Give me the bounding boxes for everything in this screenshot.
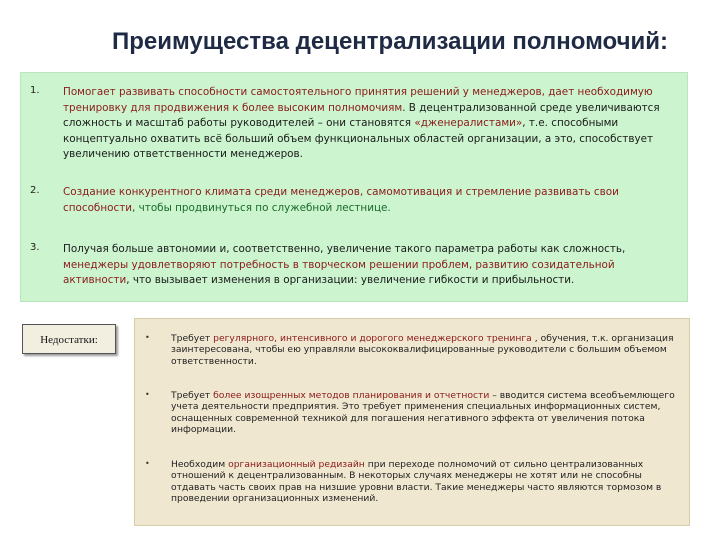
disadvantage-text-part: более изощренных методов планирования и отчетности [213, 390, 490, 401]
disadvantage-text-part: , обучения, т.к. организация заинтересована, чтобы ею управляли высококвалифицированные руководители с большим объемом ответственности. [171, 333, 674, 367]
advantage-text-part: Создание конкурентного климата среди менеджеров, самомотивация и стремление развивать свои способности [63, 186, 619, 214]
advantage-number: 1. [30, 85, 40, 96]
advantage-text-part: Помогает развивать способности самостоятельного принятия решений у менеджеров, дает необходимую тренировку для продвижения к более высоким полномочиям [63, 86, 653, 114]
disadvantage-text-part: Требует [171, 333, 214, 344]
disadvantage-text-part: – вводится система всеобъемлющего учета деятельности предприятия. Это требует применения специальных информационных систем, оснащенных современной техникой для погашения негативного эффекта от увеличения потока информации. [171, 390, 675, 436]
advantage-text-part: , т.е. способными концептуально охватить всё больший объем функциональных областей организации, а это, способствует увеличению ответственности менеджеров. [63, 117, 654, 160]
disadvantage-text [171, 390, 681, 436]
advantages-panel [20, 72, 688, 302]
bullet-icon: • [145, 333, 150, 342]
disadvantages-label: Недостатки: [22, 324, 116, 354]
disadvantage-text-part: при переходе полномочий от сильно централизованных отношений к децентрализованным. В некоторых случаях менеджеры не хотят или не способны отдавать часть своих прав на низшие уровни власти. Такие менеджеры часто являются тормозом в проведении организационных изменений. [171, 459, 662, 505]
disadvantages-panel [134, 318, 690, 526]
advantage-number: 2. [30, 185, 40, 196]
advantage-text-part: Получая больше автономии и, соответственно, увеличение такого параметра работы как сложность, [63, 243, 626, 255]
advantage-text-part: менеджеры удовлетворяют потребность в творческом решении проблем, развитию созидательной активности [63, 258, 615, 286]
advantage-text [63, 185, 683, 216]
advantage-text [63, 242, 683, 289]
disadvantage-text [171, 333, 681, 367]
advantage-text [63, 85, 683, 163]
disadvantage-text [171, 459, 681, 505]
page-title: Преимущества децентрализации полномочий: [111, 28, 669, 55]
disadvantage-text-part: Требует [171, 390, 214, 401]
advantage-text-part: , что вызывает изменения в организации: увеличение гибкости и прибыльности. [126, 274, 575, 286]
bullet-icon: • [145, 390, 150, 399]
bullet-icon: • [145, 459, 150, 468]
disadvantage-text-part: организационный редизайн [228, 459, 365, 470]
advantage-number: 3. [30, 242, 40, 253]
advantage-text-part: , чтобы продвинуться по служебной лестнице. [132, 201, 391, 214]
disadvantage-text-part: Необходим [171, 459, 229, 470]
advantage-text-part: . В децентрализованной среде увеличиваются сложность и масштаб работы руководителей – они становятся [63, 101, 660, 129]
disadvantage-text-part: регулярного, интенсивного и дорогого менеджерского тренинга [213, 333, 532, 344]
advantage-text-part: «дженералистами» [414, 117, 523, 129]
